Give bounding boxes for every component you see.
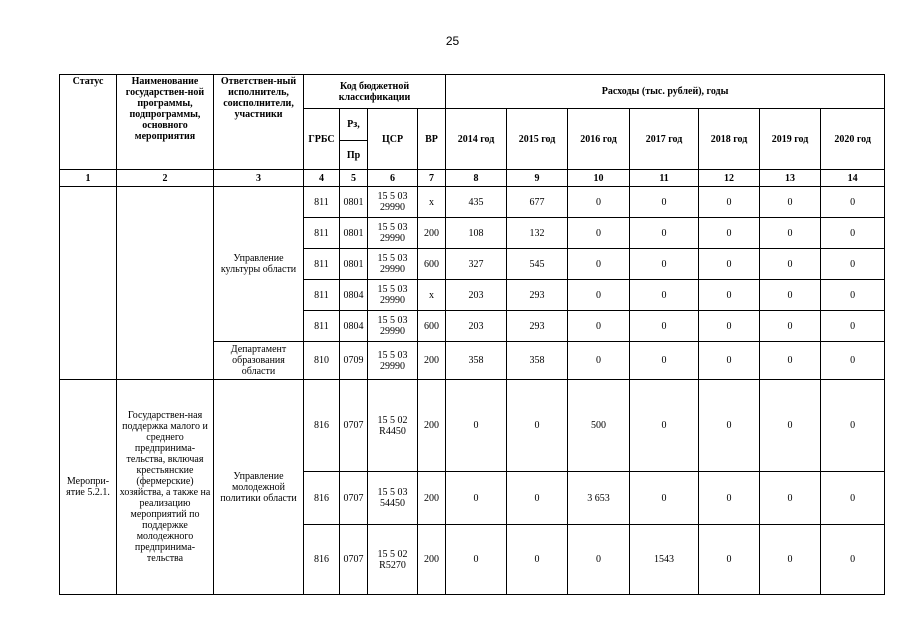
expense-cell: 0 — [760, 280, 821, 311]
vr-cell: 200 — [418, 342, 446, 380]
header-grbs: ГРБС — [304, 109, 340, 170]
rzpr-cell: 0707 — [340, 525, 368, 595]
expense-cell: 0 — [630, 280, 699, 311]
vr-cell: х — [418, 187, 446, 218]
expense-cell: 0 — [821, 249, 885, 280]
column-number: 8 — [446, 170, 507, 187]
status-cell-empty — [60, 187, 117, 380]
vr-cell: 200 — [418, 525, 446, 595]
rzpr-cell: 0804 — [340, 280, 368, 311]
csr-cell: 15 5 03 29990 — [368, 187, 418, 218]
expense-cell: 545 — [507, 249, 568, 280]
vr-cell: 200 — [418, 380, 446, 472]
header-year-3: 2016 год — [568, 109, 630, 170]
expense-cell: 0 — [821, 380, 885, 472]
expense-cell: 0 — [760, 187, 821, 218]
expense-cell: 0 — [446, 472, 507, 525]
expense-cell: 0 — [760, 218, 821, 249]
csr-cell: 15 5 02 R5270 — [368, 525, 418, 595]
csr-cell: 15 5 02 R4450 — [368, 380, 418, 472]
expense-cell: 0 — [760, 342, 821, 380]
expense-cell: 0 — [568, 280, 630, 311]
csr-cell: 15 5 03 29990 — [368, 342, 418, 380]
name-cell-empty — [117, 187, 214, 380]
expense-cell: 0 — [760, 472, 821, 525]
expense-cell: 0 — [568, 249, 630, 280]
expense-cell: 0 — [699, 187, 760, 218]
header-executor: Ответствен-ный исполнитель, соисполнители, участники — [214, 75, 304, 170]
expense-cell: 0 — [630, 472, 699, 525]
table-row — [60, 380, 885, 472]
expense-cell: 0 — [568, 342, 630, 380]
expense-cell: 435 — [446, 187, 507, 218]
grbs-cell: 811 — [304, 311, 340, 342]
expense-cell: 0 — [630, 249, 699, 280]
expense-cell: 0 — [821, 187, 885, 218]
expense-cell: 0 — [568, 218, 630, 249]
expense-cell: 0 — [821, 472, 885, 525]
csr-cell: 15 5 03 54450 — [368, 472, 418, 525]
vr-cell: 600 — [418, 249, 446, 280]
expense-cell: 358 — [507, 342, 568, 380]
column-number: 11 — [630, 170, 699, 187]
header-budget-code: Код бюджетной классификации — [304, 75, 446, 109]
expense-cell: 293 — [507, 311, 568, 342]
header-status: Статус — [60, 75, 117, 170]
expense-cell: 0 — [630, 342, 699, 380]
vr-cell: 600 — [418, 311, 446, 342]
header-year-6: 2019 год — [760, 109, 821, 170]
executor-education: Департамент образования области — [214, 342, 304, 380]
expense-cell: 0 — [699, 380, 760, 472]
budget-table — [59, 74, 885, 595]
header-csr: ЦСР — [368, 109, 418, 170]
csr-cell: 15 5 03 29990 — [368, 218, 418, 249]
expense-cell: 0 — [821, 280, 885, 311]
column-number: 3 — [214, 170, 304, 187]
vr-cell: х — [418, 280, 446, 311]
expense-cell: 108 — [446, 218, 507, 249]
expense-cell: 0 — [821, 525, 885, 595]
grbs-cell: 811 — [304, 280, 340, 311]
column-number: 14 — [821, 170, 885, 187]
grbs-cell: 816 — [304, 472, 340, 525]
grbs-cell: 810 — [304, 342, 340, 380]
expense-cell: 0 — [760, 311, 821, 342]
header-year-4: 2017 год — [630, 109, 699, 170]
expense-cell: 0 — [821, 218, 885, 249]
column-number: 7 — [418, 170, 446, 187]
csr-cell: 15 5 03 29990 — [368, 311, 418, 342]
rzpr-cell: 0801 — [340, 187, 368, 218]
grbs-cell: 811 — [304, 218, 340, 249]
expense-cell: 0 — [699, 218, 760, 249]
grbs-cell: 816 — [304, 525, 340, 595]
header-year-1: 2014 год — [446, 109, 507, 170]
expense-cell: 0 — [699, 472, 760, 525]
rzpr-cell: 0801 — [340, 218, 368, 249]
rzpr-cell: 0804 — [340, 311, 368, 342]
expense-cell: 1543 — [630, 525, 699, 595]
status-measure-5-2-1: Меропри-ятие 5.2.1. — [60, 380, 117, 595]
expense-cell: 0 — [760, 380, 821, 472]
expense-cell: 0 — [630, 380, 699, 472]
header-rz: Рз, — [340, 109, 368, 141]
expense-cell: 0 — [699, 525, 760, 595]
column-number: 1 — [60, 170, 117, 187]
vr-cell: 200 — [418, 218, 446, 249]
expense-cell: 0 — [507, 525, 568, 595]
grbs-cell: 811 — [304, 249, 340, 280]
table-row — [60, 187, 885, 218]
expense-cell: 500 — [568, 380, 630, 472]
rzpr-cell: 0709 — [340, 342, 368, 380]
expense-cell: 0 — [699, 311, 760, 342]
expense-cell: 0 — [760, 249, 821, 280]
expense-cell: 0 — [699, 342, 760, 380]
csr-cell: 15 5 03 29990 — [368, 280, 418, 311]
column-number: 13 — [760, 170, 821, 187]
expense-cell: 0 — [568, 311, 630, 342]
expense-cell: 0 — [699, 280, 760, 311]
rzpr-cell: 0707 — [340, 380, 368, 472]
column-number: 6 — [368, 170, 418, 187]
header-program-name: Наименование государствен-ной программы, подпрограммы, основного мероприятия — [117, 75, 214, 170]
expense-cell: 0 — [821, 342, 885, 380]
expense-cell: 0 — [630, 187, 699, 218]
expense-cell: 0 — [568, 525, 630, 595]
expense-cell: 0 — [446, 525, 507, 595]
measure-name: Государствен-ная поддержка малого и среднего предпринима-тельства, включая крестьянские (фермерские) хозяйства, а также на реализацию мероприятий по поддержке молодежного предпринима-тельства — [117, 380, 214, 595]
expense-cell: 0 — [507, 472, 568, 525]
expense-cell: 293 — [507, 280, 568, 311]
column-number: 4 — [304, 170, 340, 187]
expense-cell: 358 — [446, 342, 507, 380]
expense-cell: 203 — [446, 311, 507, 342]
expense-cell: 0 — [821, 311, 885, 342]
grbs-cell: 816 — [304, 380, 340, 472]
expense-cell: 327 — [446, 249, 507, 280]
column-number: 2 — [117, 170, 214, 187]
expense-cell: 677 — [507, 187, 568, 218]
page-number: 25 — [445, 34, 460, 48]
header-year-5: 2018 год — [699, 109, 760, 170]
column-number: 9 — [507, 170, 568, 187]
expense-cell: 132 — [507, 218, 568, 249]
expense-cell: 0 — [699, 249, 760, 280]
expense-cell: 0 — [446, 380, 507, 472]
expense-cell: 0 — [630, 218, 699, 249]
expense-cell: 0 — [630, 311, 699, 342]
vr-cell: 200 — [418, 472, 446, 525]
header-vr: ВР — [418, 109, 446, 170]
expense-cell: 0 — [568, 187, 630, 218]
header-year-2: 2015 год — [507, 109, 568, 170]
rzpr-cell: 0707 — [340, 472, 368, 525]
expense-cell: 203 — [446, 280, 507, 311]
column-number: 12 — [699, 170, 760, 187]
grbs-cell: 811 — [304, 187, 340, 218]
expense-cell: 0 — [507, 380, 568, 472]
csr-cell: 15 5 03 29990 — [368, 249, 418, 280]
header-expenses: Расходы (тыс. рублей), годы — [446, 75, 885, 109]
expense-cell: 3 653 — [568, 472, 630, 525]
column-number: 10 — [568, 170, 630, 187]
column-number: 5 — [340, 170, 368, 187]
rzpr-cell: 0801 — [340, 249, 368, 280]
header-pr: Пр — [340, 141, 368, 170]
expense-cell: 0 — [760, 525, 821, 595]
executor-culture: Управление культуры области — [214, 187, 304, 342]
header-year-7: 2020 год — [821, 109, 885, 170]
column-number-row — [60, 170, 885, 187]
executor-youth: Управление молодежной политики области — [214, 380, 304, 595]
